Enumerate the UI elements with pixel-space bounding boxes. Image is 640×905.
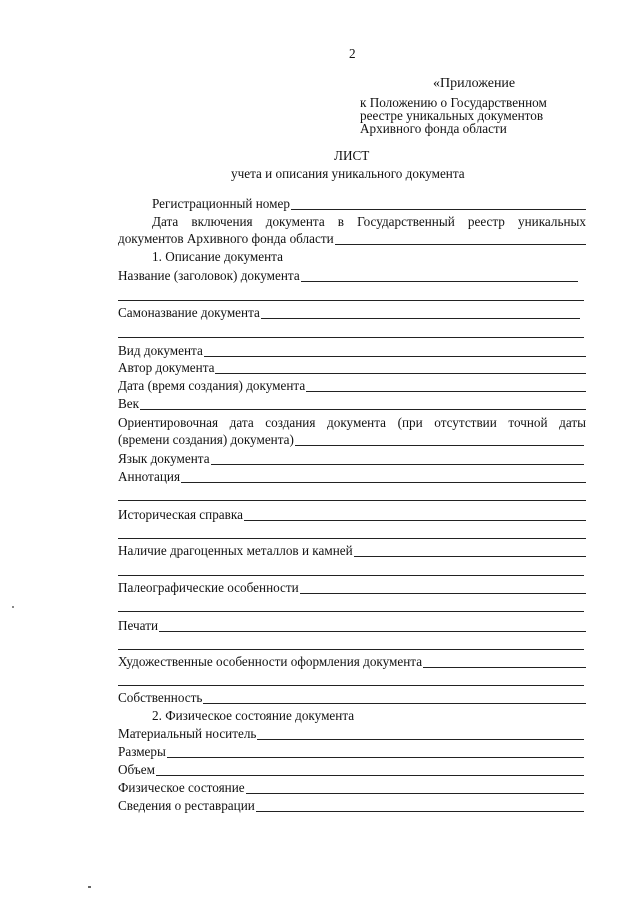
blank-history[interactable] [244, 520, 586, 521]
field-condition [118, 780, 584, 796]
section-2-title: 2. Физическое состояние документа [152, 708, 355, 723]
section-1-title: 1. Описание документа [152, 249, 283, 264]
appendix-line-3: Архивного фонда области [360, 121, 507, 136]
blank-history-2[interactable] [118, 538, 586, 539]
blank-metals-2[interactable] [118, 575, 584, 576]
field-century [118, 396, 586, 412]
field-self-name [118, 305, 580, 321]
blank-seals-2[interactable] [118, 649, 584, 650]
blank-language[interactable] [211, 464, 584, 465]
blank-seals[interactable] [159, 631, 586, 632]
field-restoration [118, 798, 584, 814]
field-sizes [118, 744, 584, 760]
blank-material[interactable] [257, 739, 584, 740]
blank-century[interactable] [140, 409, 586, 410]
field-seals [118, 618, 586, 634]
page-number: 2 [349, 46, 356, 61]
label-approx-date-1: Ориентировочная дата создания документа (при отсутствии точной даты [118, 415, 586, 430]
blank-doc-date[interactable] [306, 391, 586, 392]
blank-doc-name[interactable] [301, 281, 578, 282]
field-doc-name [118, 268, 578, 284]
label-history: Историческая справка [118, 507, 243, 522]
label-doc-name: Название (заголовок) документа [118, 268, 300, 283]
label-inclusion-date-1: Дата включения документа в Государственный реестр уникальных [152, 214, 586, 229]
field-reg-number [152, 196, 586, 212]
label-doc-date: Дата (время создания) документа [118, 378, 306, 393]
blank-approx-date[interactable] [295, 445, 584, 446]
blank-annotation[interactable] [181, 482, 586, 483]
label-restoration: Сведения о реставрации [118, 798, 255, 813]
blank-art-2[interactable] [118, 685, 584, 686]
label-language: Язык документа [118, 451, 210, 466]
label-seals: Печати [118, 618, 159, 633]
field-ownership [118, 690, 586, 706]
label-sizes: Размеры [118, 744, 166, 759]
field-inclusion-date [118, 231, 586, 247]
blank-self-name[interactable] [261, 318, 580, 319]
label-doc-author: Автор документа [118, 360, 215, 375]
blank-art[interactable] [423, 667, 586, 668]
label-condition: Физическое состояние [118, 780, 245, 795]
label-paleography: Палеографические особенности [118, 580, 299, 595]
label-metals: Наличие драгоценных металлов и камней [118, 543, 353, 558]
label-art: Художественные особенности оформления документа [118, 654, 423, 669]
blank-paleography-2[interactable] [118, 611, 584, 612]
blank-doc-name-2[interactable] [118, 300, 584, 301]
label-annotation: Аннотация [118, 469, 181, 484]
label-self-name: Самоназвание документа [118, 305, 260, 320]
blank-annotation-2[interactable] [118, 500, 586, 501]
document-title: ЛИСТ [334, 148, 370, 163]
blank-condition[interactable] [246, 793, 584, 794]
field-doc-type [118, 343, 586, 359]
appendix-line-2: реестре уникальных документов [360, 108, 544, 123]
blank-ownership[interactable] [203, 703, 586, 704]
field-volume [118, 762, 584, 778]
field-art [118, 654, 586, 670]
label-material: Материальный носитель [118, 726, 257, 741]
field-paleography [118, 580, 586, 596]
field-approx-date [118, 432, 584, 448]
scan-mark-bottom [88, 886, 91, 888]
field-doc-date [118, 378, 586, 394]
blank-inclusion-date[interactable] [335, 244, 586, 245]
field-language [118, 451, 584, 467]
field-doc-author [118, 360, 586, 376]
scan-mark-left [12, 606, 14, 608]
label-volume: Объем [118, 762, 155, 777]
label-inclusion-date-2: документов Архивного фонда области [118, 231, 334, 246]
field-metals [118, 543, 586, 559]
blank-self-name-2[interactable] [118, 337, 584, 338]
label-doc-type: Вид документа [118, 343, 203, 358]
document-subtitle: учета и описания уникального документа [231, 166, 465, 181]
blank-reg-number[interactable] [291, 209, 586, 210]
blank-restoration[interactable] [256, 811, 584, 812]
blank-doc-type[interactable] [204, 356, 586, 357]
appendix-line-1: к Положению о Государственном [360, 95, 547, 110]
blank-doc-author[interactable] [215, 373, 586, 374]
label-ownership: Собственность [118, 690, 203, 705]
field-history [118, 507, 586, 523]
field-annotation [118, 469, 586, 485]
label-century: Век [118, 396, 140, 411]
field-material [118, 726, 584, 742]
blank-metals[interactable] [354, 556, 586, 557]
label-approx-date-2: (времени создания) документа) [118, 432, 294, 447]
blank-volume[interactable] [156, 775, 584, 776]
blank-paleography[interactable] [300, 593, 586, 594]
appendix-title: «Приложение [433, 76, 516, 91]
label-reg-number: Регистрационный номер [152, 196, 290, 211]
blank-sizes[interactable] [167, 757, 584, 758]
